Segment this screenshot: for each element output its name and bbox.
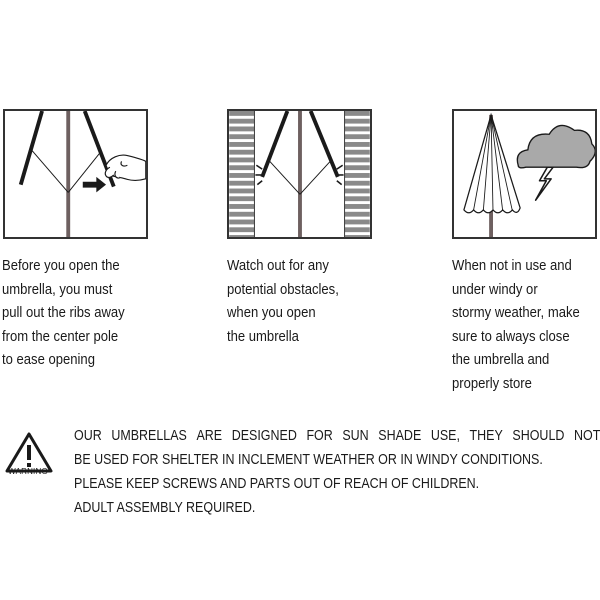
wall-left <box>229 111 254 237</box>
center-pole <box>298 111 302 237</box>
caption-line: potential obstacles, <box>227 280 339 298</box>
notice-line-3: PLEASE KEEP SCREWS AND PARTS OUT OF REACH OF CHILDREN. <box>74 476 480 492</box>
caption-line: the umbrella and <box>452 351 550 368</box>
notice-line-2: BE USED FOR SHELTER IN INCLEMENT WEATHER OR IN WINDY CONDITIONS. <box>74 452 543 468</box>
obstacle-warning-illustration <box>229 111 370 237</box>
wall-right <box>345 111 370 237</box>
caption-line: under windy or <box>452 280 538 298</box>
notice-word: SHOULD <box>512 428 565 444</box>
notice-word: SUN <box>342 428 369 444</box>
warning-notice <box>74 424 600 520</box>
notice-word: OUR <box>74 428 102 444</box>
notice-word: SHADE <box>378 428 422 444</box>
caption-line: properly store <box>452 374 532 392</box>
notice-word: THEY <box>469 428 503 444</box>
notice-word: NOT <box>573 428 600 444</box>
caption-line: when you open <box>227 304 316 321</box>
closed-umbrella-icon <box>464 115 520 237</box>
center-pole <box>66 111 70 237</box>
notice-word: UMBRELLAS <box>111 428 187 444</box>
hand-icon <box>105 155 145 180</box>
storm-cloud-icon <box>517 125 595 167</box>
caption-line: pull out the ribs away <box>2 304 125 321</box>
notice-word: DESIGNED <box>231 428 297 444</box>
caption-line: stormy weather, make <box>452 304 580 321</box>
caption-line: the umbrella <box>227 327 299 345</box>
caption-line: to ease opening <box>2 351 95 368</box>
warning-label: WARNING <box>8 467 48 476</box>
pull-arrow-icon <box>83 177 106 193</box>
closed-umbrella-storm-illustration <box>454 111 595 237</box>
notice-word: USE, <box>430 428 460 444</box>
caption-obstacles <box>227 254 365 348</box>
caption-storm <box>452 254 600 395</box>
notice-line-4: ADULT ASSEMBLY REQUIRED. <box>74 500 256 516</box>
panel-storm <box>452 109 597 239</box>
impact-burst-left-icon <box>255 165 262 184</box>
panel-pull-ribs <box>3 109 148 239</box>
impact-burst-right-icon <box>337 165 344 184</box>
lightning-bolt-icon <box>536 167 553 200</box>
notice-word: ARE <box>196 428 223 444</box>
rib-right <box>311 111 338 177</box>
panel-obstacles <box>227 109 372 239</box>
notice-word: FOR <box>306 428 333 444</box>
caption-line: from the center pole <box>2 327 119 345</box>
umbrella-ribs-pull-illustration <box>5 111 146 237</box>
caption-line: umbrella, you must <box>2 280 113 298</box>
caption-line: Before you open the <box>2 257 120 274</box>
stretcher-left <box>31 150 68 193</box>
caption-line: When not in use and <box>452 257 572 274</box>
caption-pull-ribs <box>2 254 140 372</box>
caption-line: Watch out for any <box>227 257 329 274</box>
caption-line: sure to always close <box>452 327 570 345</box>
notice-line-1 <box>74 424 600 448</box>
rib-left <box>21 111 42 185</box>
